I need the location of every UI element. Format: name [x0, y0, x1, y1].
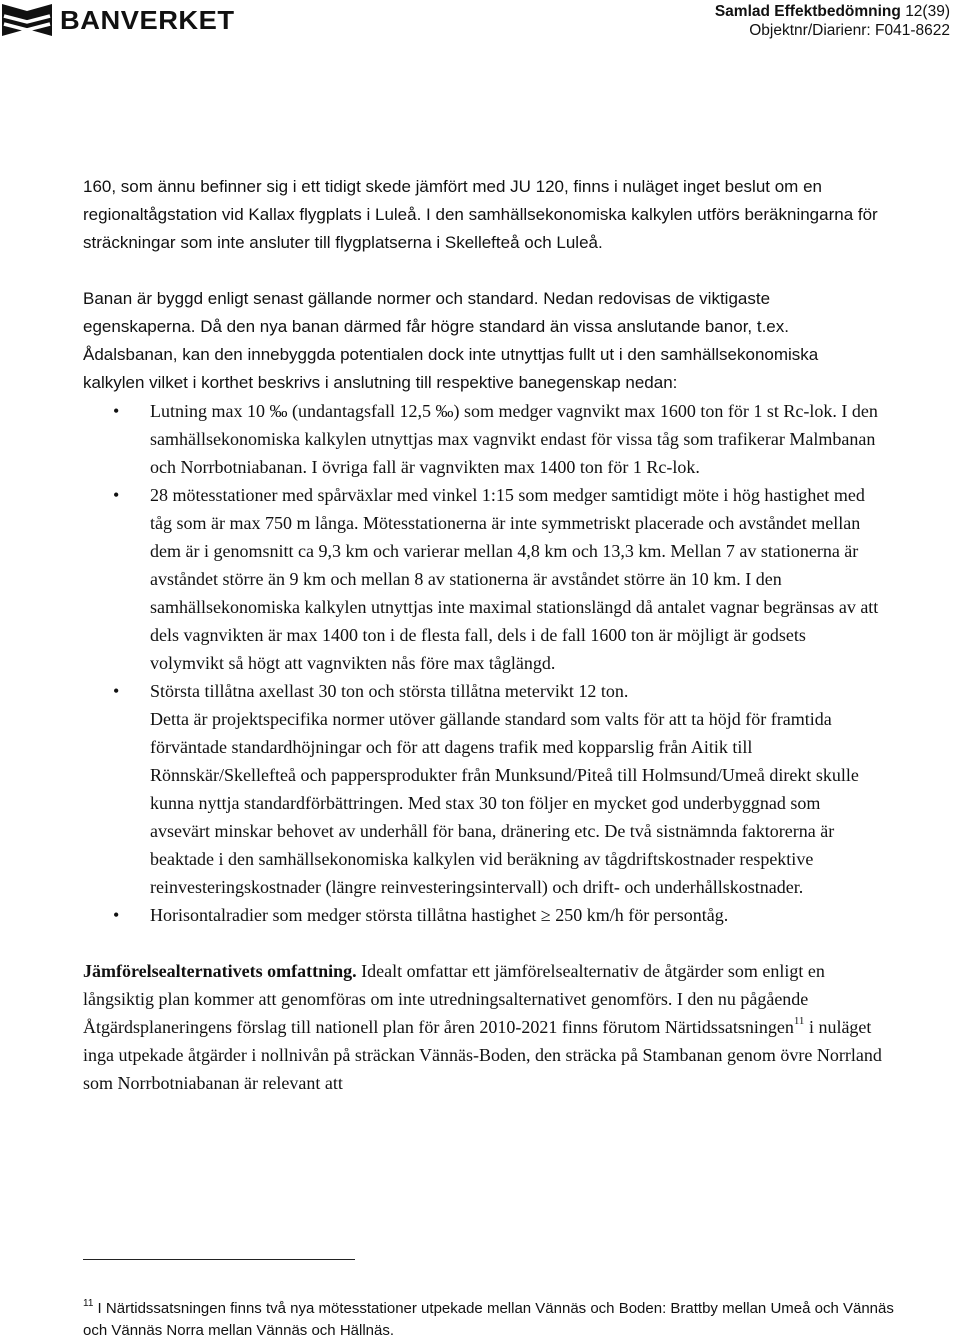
- doc-title-line: [715, 3, 950, 21]
- footnote-ref[interactable]: 11: [793, 1015, 805, 1027]
- footnote: [83, 1298, 913, 1342]
- section-heading: Jämförelsealternativets omfattning.: [83, 961, 357, 981]
- paragraph-adalsbanan: Ådalsbanan, kan den innebyggda potentialen dock inte utnyttjas fullt ut i den samhällsekonomiska kalkylen vilket i korthet beskrivs i anslutning till respektive banegenskap nedan:: [83, 345, 819, 392]
- banverket-logo: [0, 0, 235, 40]
- main-content: [83, 173, 883, 1097]
- list-item-text: Största tillåtna axellast 30 ton och största tillåtna metervikt 12 ton.: [150, 681, 629, 701]
- banverket-logo-mark-icon: [0, 2, 54, 38]
- bullet-icon: •: [113, 401, 120, 421]
- list-item-text: Horisontalradier som medger största tillåtna hastighet ≥ 250 km/h för persontåg.: [150, 905, 729, 925]
- page-header: [0, 0, 960, 44]
- list-item-meeting-stations: [83, 481, 883, 677]
- list-item-text: 28 mötesstationer med spårväxlar med vinkel 1:15 som medger samtidigt möte i hög hastighet med tåg som är max 750 m långa. Mötesstationerna är inte symmetriskt placerade och avståndet mellan dem är i genomsnitt ca 9,3 km och varierar mellan 4,8 km och 13,3 km. Mellan 7 av stationerna är avståndet större än 9 km och mellan 8 av stationerna är avståndet större än 10 km. I den samhällsekonomiska kalkylen utnyttjas inte maximal stationslängd då antalet vagnar begränsas av att dels vagnvikten är max 1400 ton i de flesta fall, dels i de fall 1600 ton är möjligt är godsets volymvikt så högt att vagnvikten nås före max tåglängd.: [150, 485, 879, 673]
- page-number: 12(39): [905, 3, 950, 20]
- bullet-icon: •: [113, 681, 120, 701]
- paragraph-standard: Banan är byggd enligt senast gällande normer och standard. Nedan redovisas de viktigaste egenskaperna. Då den nya banan därmed får högre standard än vissa anslutande banor, t.ex.: [83, 289, 789, 336]
- list-item-text: Lutning max 10 ‰ (undantagsfall 12,5 ‰) som medger vagnvikt max 1600 ton för 1 st Rc-lok. I den samhällsekonomiska kalkylen utnyttjas max vagnvikt endast för vissa tåg som trafikerar Malmbanan och Norrbotniabanan. I övriga fall är vagnvikten max 1400 ton för 1 Rc-lok.: [150, 401, 878, 477]
- footnote-number: 11: [83, 1298, 94, 1309]
- list-item-detail: Detta är projektspecifika normer utöver gällande standard som valts för att ta höjd för framtida förväntade standardhöjningar och för att dagens trafik med kopparslig från Aitik till Rönnskär/Skellefteå och pappersprodukter från Munksund/Piteå till Holmsund/Umeå direkt skulle kunna nyttja standardförbättringen. Med stax 30 ton följer en mycket god underbyggnad som avsevärt minskar behovet av underhåll för bana, dränering etc. De två sistnämnda faktorerna är beaktade i den samhällsekonomiska kalkylen vid beräkning av tågdriftskostnader respektive reinvesteringskostnader (längre reinvesteringsintervall) och drift- och underhållskostnader.: [150, 709, 859, 897]
- bullet-icon: •: [113, 485, 120, 505]
- paragraph-text: Idealt omfattar ett jämförelsealternativ de åtgärder som enligt en långsiktig plan kommer att genomföras om inte utredningsalternativet genomförs. I den nu pågående Åtgärdsplaneringens förslag till nationell plan för åren 2010-2021 finns förutom Närtidssatsningen: [83, 961, 825, 1037]
- document-info: [715, 3, 950, 41]
- paragraph-comparison: [83, 957, 883, 1097]
- doc-reference: Objektnr/Diarienr: F041-8622: [749, 22, 950, 39]
- paragraph-intro: 160, som ännu befinner sig i ett tidigt skede jämfört med JU 120, finns i nuläget inget beslut om en regionaltågstation vid Kallax flygplats i Luleå. I den samhällsekonomiska kalkylen utförs beräkningarna för sträckningar som inte ansluter till flygplatserna i Skellefteå och Luleå.: [83, 177, 878, 252]
- list-item-radii: [83, 901, 883, 929]
- doc-title: Samlad Effektbedömning: [714, 3, 901, 20]
- footnote-divider: [83, 1259, 355, 1260]
- footnote-text: I Närtidssatsningen finns två nya mötesstationer utpekade mellan Vännäs och Boden: Brattby mellan Umeå och Vännäs och Vännäs Norra mellan Vännäs och Hällnäs.: [83, 1300, 894, 1339]
- properties-list: [83, 397, 883, 929]
- list-item-axle-load: [83, 677, 883, 901]
- logo-text: BANVERKET: [60, 4, 235, 35]
- list-item-gradient: [83, 397, 883, 481]
- bullet-icon: •: [113, 905, 120, 925]
- paragraph-text: i nuläget inga utpekade åtgärder i nollnivån på sträckan Vännäs-Boden, den sträcka på Stambanan genom övre Norrland som Norrbotniabanan är relevant att: [83, 1017, 882, 1093]
